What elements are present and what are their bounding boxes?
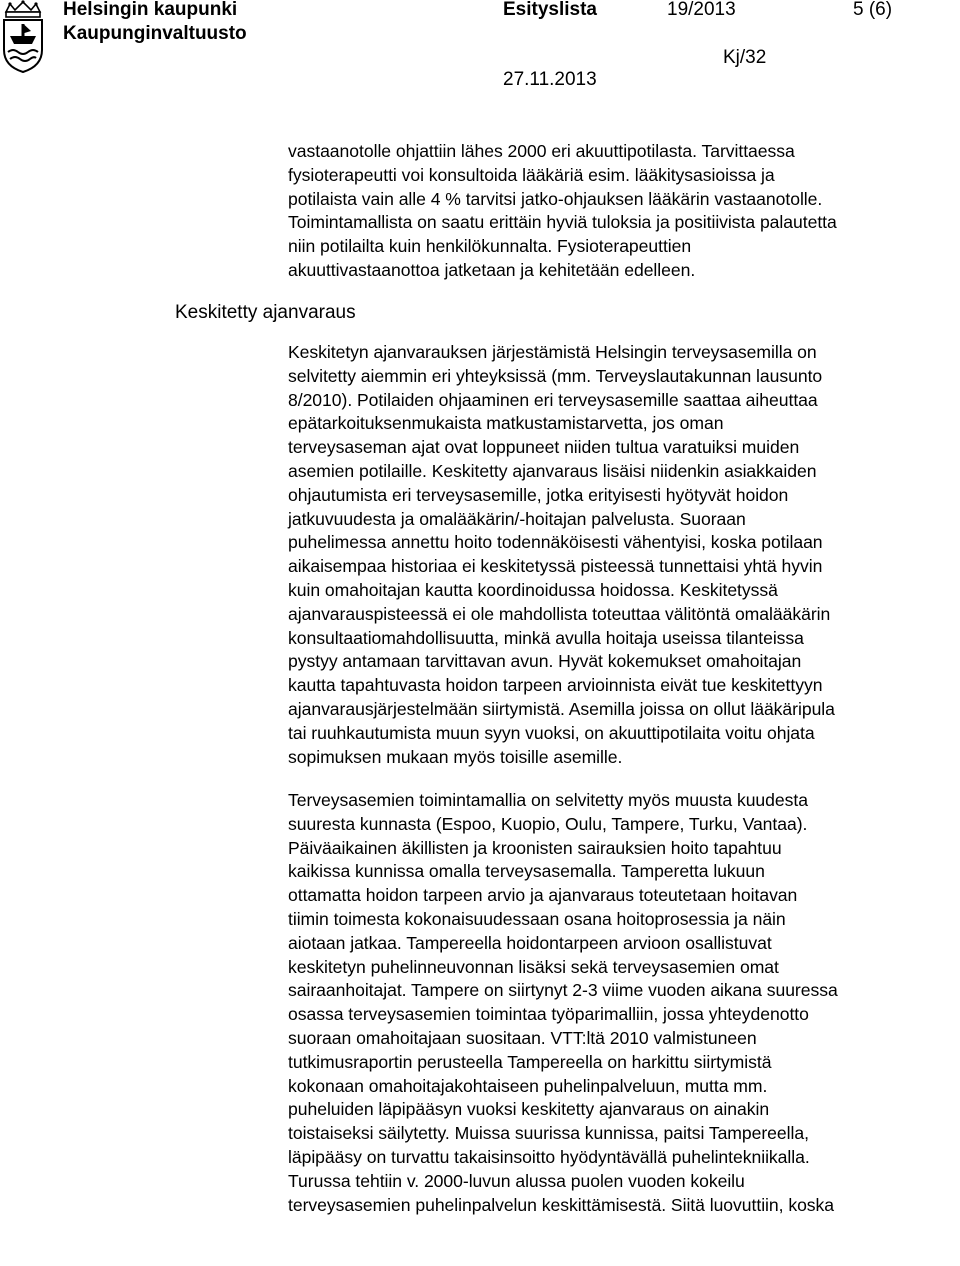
document-type: Esityslista	[503, 0, 597, 20]
helsinki-crest-icon	[0, 0, 46, 74]
text-line: terveysasemien puhelinpalvelun keskittämisestä. Siitä luovuttiin, koska	[288, 1194, 835, 1215]
text-line: läpipääsy on turvattu takaisinsoitto hyödyntävällä puhelintekniikalla.	[288, 1146, 810, 1167]
text-line: tiimin toimesta kokonaisuudessaan osana hoitoprosessia ja näin	[288, 908, 786, 929]
text-line: suuresta kunnasta (Espoo, Kuopio, Oulu, Tampere, Turku, Vantaa).	[288, 813, 808, 834]
section-heading: Keskitetty ajanvaraus	[175, 302, 356, 323]
text-line: kuin omahoitajan kautta koordinoidussa hoidossa. Keskitetyssä	[288, 579, 778, 600]
text-line: potilaista vain alle 4 % tarvitsi jatko-ohjauksen lääkärin vastaanotolle.	[288, 188, 823, 209]
meeting-date: 27.11.2013	[503, 69, 597, 90]
text-line: selvitetty aiemmin eri yhteyksissä (mm. Terveyslautakunnan lausunto	[288, 365, 823, 386]
text-line: keskitetyn puhelinneuvonnan lisäksi sekä terveysasemien omat	[288, 956, 779, 977]
document-number: 19/2013	[667, 0, 736, 20]
text-line: puhelimessa annettu hoito todennäköisesti vähentyisi, koska potilaan	[288, 532, 823, 553]
text-line: niin potilailta kuin henkilökunnalta. Fysioterapeuttien	[288, 236, 692, 257]
body-paragraph-1	[288, 140, 948, 283]
text-line: puheluiden läpipääsyn vuoksi keskitetty ajanvaraus on ainakin	[288, 1099, 770, 1120]
text-line: pystyy antamaan tarvittavan avun. Hyvät kokemukset omahoitajan	[288, 651, 802, 672]
page-number: 5 (6)	[853, 0, 893, 20]
text-line: Turussa tehtiin v. 2000-luvun alussa puolen vuoden kokeilu	[288, 1170, 745, 1191]
text-line: ajanvarauspisteessä ei ole mahdollista toteuttaa välitöntä omalääkärin	[288, 603, 831, 624]
text-line: 8/2010). Potilaiden ohjaaminen eri terveysasemille saattaa aiheuttaa	[288, 389, 818, 410]
text-line: terveysaseman ajat ovat loppuneet niiden tultua varatuiksi muiden	[288, 437, 800, 458]
text-line: aikaisempaa historiaa ei keskitetyssä pisteessä tunnettaisi yhtä hyvin	[288, 556, 823, 577]
text-line: epätarkoituksenmukaista matkustamistarvetta, jos oman	[288, 413, 724, 434]
text-line: Päiväaikainen äkillisten ja kroonisten sairauksien hoito tapahtuu	[288, 837, 782, 858]
text-line: jatkuvuudesta ja omalääkärin/-hoitajan palvelusta. Suoraan	[288, 508, 746, 529]
text-line: toistaiseksi säilytetty. Muissa suurissa kunnissa, paitsi Tampereella,	[288, 1123, 809, 1144]
text-line: Keskitetyn ajanvarauksen järjestämistä Helsingin terveysasemilla on	[288, 342, 817, 362]
text-line: kautta tapahtuvasta hoidon tarpeen arvioinnista eivät tue keskitettyyn	[288, 675, 823, 696]
text-line: sairaanhoitajat. Tampere on siirtynyt 2-3 viime vuoden aikana suuressa	[288, 980, 838, 1001]
text-line: Toimintamallista on saatu erittäin hyviä tuloksia ja positiivista palautetta	[288, 212, 837, 233]
body-paragraph-3	[288, 789, 948, 1217]
text-line: ohjautumista eri terveysasemille, jotka erityisesti hyötyvät hoidon	[288, 484, 789, 505]
text-line: asemien potilaille. Keskitetty ajanvaraus lisäisi niidenkin asiakkaiden	[288, 460, 817, 481]
text-line: fysioterapeutti voi konsultoida lääkäriä esim. lääkitysasioissa ja	[288, 164, 775, 185]
case-identifier: Kj/32	[723, 47, 767, 68]
text-line: suoraan omahoitajaan suositaan. VTT:ltä 2010 valmistuneen	[288, 1027, 757, 1048]
body-paragraph-2	[288, 341, 948, 769]
text-line: tutkimusraportin perusteella Tampereella on harkittu siirtymistä	[288, 1051, 772, 1072]
organization-unit: Kaupunginvaltuusto	[63, 23, 247, 44]
organization-name: Helsingin kaupunki	[63, 0, 238, 20]
text-line: ajanvarausjärjestelmään siirtymistä. Asemilla joissa on ollut lääkäripula	[288, 698, 835, 719]
text-line: ottamatta hoidon tarpeen arvio ja ajanvaraus toteutetaan hoitavan	[288, 885, 798, 906]
text-line: osassa terveysasemien toimintaa työparimalliin, jossa yhteydenotto	[288, 1004, 809, 1025]
text-line: konsultaatiomahdollisuutta, minkä avulla hoitaja useissa tilanteissa	[288, 627, 804, 648]
text-line: akuuttivastaanottoa jatketaan ja kehitetään edelleen.	[288, 259, 696, 280]
text-line: tai ruuhkautumista muun syyn vuoksi, on akuuttipotilaita voitu ohjata	[288, 722, 815, 743]
text-line: aiotaan jatkaa. Tampereella hoidontarpeen arvioon osallistuvat	[288, 932, 772, 953]
text-line: Terveysasemien toimintamallia on selvitetty myös muusta kuudesta	[288, 790, 808, 810]
text-line: vastaanotolle ohjattiin lähes 2000 eri akuuttipotilasta. Tarvittaessa	[288, 141, 795, 161]
text-line: kaikissa kunnissa omalla terveysasemalla. Tamperetta lukuun	[288, 861, 765, 882]
text-line: kokonaan omahoitajakohtaiseen puhelinpalveluun, mutta mm.	[288, 1075, 768, 1096]
text-line: sopimuksen mukaan myös toisille asemille.	[288, 746, 623, 767]
